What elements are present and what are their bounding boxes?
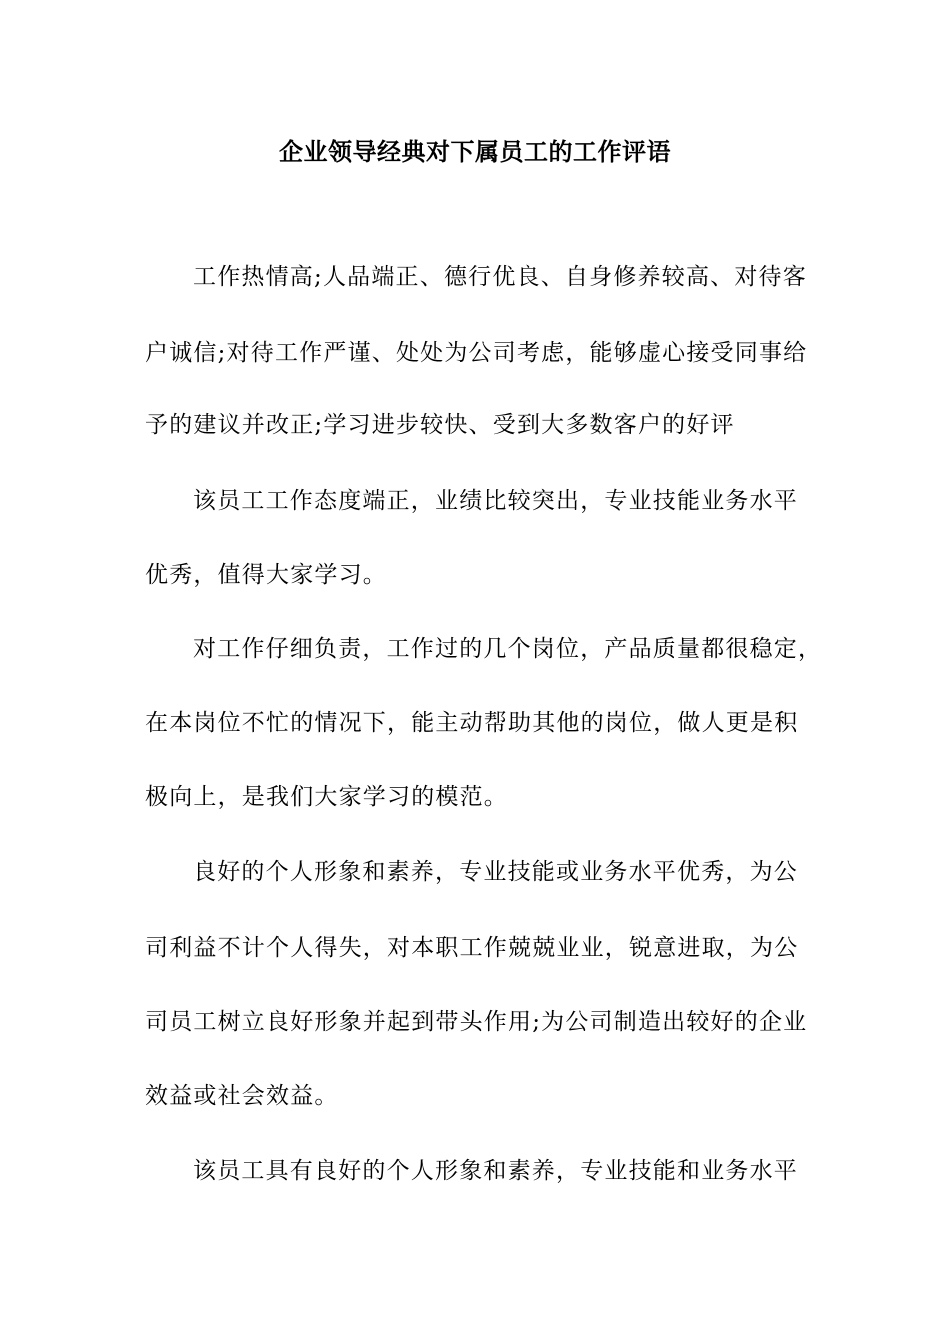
paragraph-1-line-1: 工作热情高;人品端正、德行优良、自身修养较高、对待客 xyxy=(193,264,807,290)
paragraph-1-line-2: 户诚信;对待工作严谨、处处为公司考虑，能够虚心接受同事给 xyxy=(145,340,808,366)
paragraph-4-line-2: 司利益不计个人得失，对本职工作兢兢业业，锐意进取，为公 xyxy=(145,935,799,961)
paragraph-3-line-1: 对工作仔细负责，工作过的几个岗位，产品质量都很稳定， xyxy=(193,636,823,662)
document-title: 企业领导经典对下属员工的工作评语 xyxy=(279,137,671,166)
paragraph-3-line-3: 极向上，是我们大家学习的模范。 xyxy=(145,784,508,810)
paragraph-2-line-1: 该员工工作态度端正，业绩比较突出，专业技能业务水平 xyxy=(193,488,798,514)
paragraph-4-line-1: 良好的个人形象和素养，专业技能或业务水平优秀，为公 xyxy=(193,859,798,885)
paragraph-4-line-3: 司员工树立良好形象并起到带头作用;为公司制造出较好的企业 xyxy=(145,1009,808,1035)
paragraph-5-line-1: 该员工具有良好的个人形象和素养，专业技能和业务水平 xyxy=(193,1158,798,1184)
paragraph-1-line-3: 予的建议并改正;学习进步较快、受到大多数客户的好评 xyxy=(145,412,735,438)
paragraph-3-line-2: 在本岗位不忙的情况下，能主动帮助其他的岗位，做人更是积 xyxy=(145,710,799,736)
paragraph-4-line-4: 效益或社会效益。 xyxy=(145,1083,339,1109)
paragraph-2-line-2: 优秀，值得大家学习。 xyxy=(145,562,387,588)
